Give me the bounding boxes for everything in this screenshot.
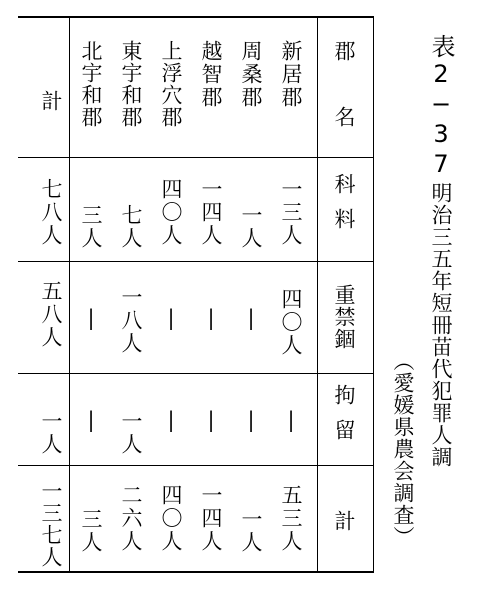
cell-value: 一人 [239, 204, 263, 250]
cell-value: | [79, 306, 103, 332]
divider-row-4 [18, 465, 373, 466]
total-value: 七八人 [39, 178, 63, 247]
header-fine: 科料 [332, 173, 356, 243]
divider-row-3 [18, 373, 373, 374]
cell-value: 四〇人 [279, 288, 303, 357]
district-name: 越智郡 [199, 40, 223, 109]
table-title: 明治三五年短冊苗代犯罪人調 [429, 182, 453, 468]
district-name: 周桑郡 [239, 40, 263, 109]
cell-value: 一三人 [279, 178, 303, 247]
total-value: 五八人 [39, 280, 63, 349]
cell-value: | [159, 306, 183, 332]
cell-value: 五三人 [279, 484, 303, 553]
district-name: 新居郡 [279, 40, 303, 109]
district-name: 北宇和郡 [79, 40, 103, 128]
cell-value: 三人 [79, 508, 103, 554]
district-name: 東宇和郡 [119, 40, 143, 128]
cell-value: 四〇人 [159, 484, 183, 553]
divider-total-column [69, 18, 70, 571]
table-number: 表2−37 [427, 34, 455, 180]
cell-value: | [199, 306, 223, 332]
cell-value: 一四人 [199, 484, 223, 553]
header-total: 計 [332, 510, 356, 531]
header-detention: 拘留 [332, 384, 356, 454]
table-source: （愛媛県農会調査） [391, 350, 415, 548]
crime-table [18, 16, 374, 573]
cell-value: 四〇人 [159, 178, 183, 247]
cell-value: | [159, 408, 183, 434]
cell-value: 七人 [119, 204, 143, 250]
district-name: 上浮穴郡 [159, 40, 183, 128]
cell-value: | [239, 306, 263, 332]
cell-value: 一四人 [199, 178, 223, 247]
total-value: 一人 [39, 410, 63, 456]
total-value: 一三七人 [39, 480, 63, 568]
total-row-label: 計 [39, 90, 63, 113]
divider-header-column [317, 18, 318, 571]
cell-value: 一人 [119, 410, 143, 456]
cell-value: | [239, 408, 263, 434]
header-imprisonment: 重禁錮 [332, 284, 356, 350]
divider-row-2 [18, 261, 373, 262]
cell-value: | [199, 408, 223, 434]
header-district-name: 郡名 [332, 40, 356, 172]
cell-value: | [79, 408, 103, 434]
cell-value: | [279, 408, 303, 434]
divider-row-1 [18, 157, 373, 158]
cell-value: 二六人 [119, 484, 143, 553]
cell-value: 一八人 [119, 286, 143, 355]
cell-value: 一人 [239, 508, 263, 554]
cell-value: 三人 [79, 204, 103, 250]
